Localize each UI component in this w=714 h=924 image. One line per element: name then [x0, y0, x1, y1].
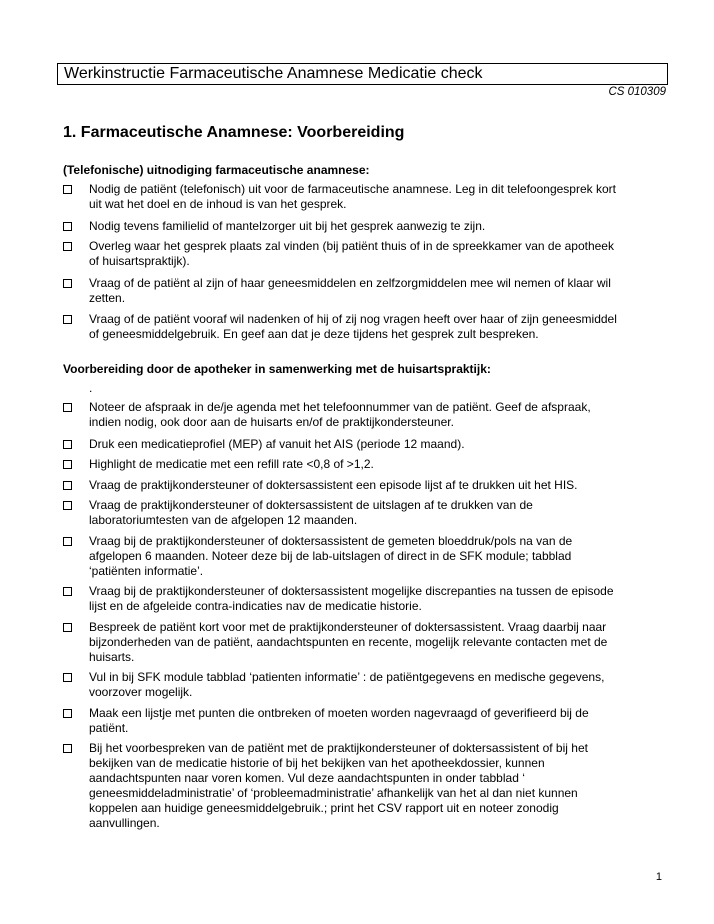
checkbox-icon — [63, 537, 72, 546]
checkbox-icon — [63, 587, 72, 596]
subsection-heading-preparation: Voorbereiding door de apotheker in samenwerking met de huisartspraktijk: — [63, 362, 491, 376]
checklist-item — [63, 498, 663, 528]
checklist-item-text: Vul in bij SFK module tabblad ‘patienten informatie’ : de patiëntgegevens en medische gegevens, voorzover mogelijk. — [89, 670, 605, 699]
checklist-item-text: Vraag of de patiënt al zijn of haar geneesmiddelen en zelfzorgmiddelen mee wil nemen of klaar wil zetten. — [89, 276, 611, 305]
checklist-item — [63, 670, 663, 700]
checkbox-icon — [63, 222, 72, 231]
checklist-item — [63, 741, 663, 831]
checklist-item — [63, 276, 663, 306]
checklist-item — [63, 182, 663, 212]
checkbox-icon — [63, 185, 72, 194]
checkbox-icon — [63, 460, 72, 469]
checklist-item-text: Noteer de afspraak in de/je agenda met het telefoonnummer van de patiënt. Geef de afspraak, indien nodig, ook door aan de huisarts en/of de praktijkondersteuner. — [89, 400, 591, 429]
checklist-item-text: Vraag bij de praktijkondersteuner of doktersassistent mogelijke discrepanties na tussen de episode lijst en de afgeleide contra-indicaties nav de medicatie historie. — [89, 584, 614, 613]
checklist-item-text: Druk een medicatieprofiel (MEP) af vanuit het AIS (periode 12 maand). — [89, 437, 465, 451]
document-code: CS 010309 — [608, 86, 666, 98]
checkbox-icon — [63, 403, 72, 412]
checklist-item — [63, 620, 663, 665]
checkbox-icon — [63, 501, 72, 510]
checklist-item — [63, 400, 663, 430]
checkbox-icon — [63, 315, 72, 324]
subsection-heading-invitation: (Telefonische) uitnodiging farmaceutische anamnese: — [63, 163, 370, 177]
checklist-item-text: Vraag bij de praktijkondersteuner of doktersassistent de gemeten bloeddruk/pols na van de afgelopen 6 maanden. Noteer deze bij de lab-uitslagen of direct in de SFK module; tabblad ‘patiënten informatie’. — [89, 534, 573, 578]
checklist-item — [63, 437, 663, 452]
checklist-item-text: Highlight de medicatie met een refill rate <0,8 of >1,2. — [89, 457, 374, 471]
checkbox-icon — [63, 440, 72, 449]
checklist-item-text: Vraag de praktijkondersteuner of doktersassistent de uitslagen af te drukken van de laboratoriumtesten van de afgelopen 12 maanden. — [89, 498, 533, 527]
checklist-item — [63, 478, 663, 493]
checkbox-icon — [63, 242, 72, 251]
checkbox-icon — [63, 673, 72, 682]
checklist-item-text: Maak een lijstje met punten die ontbreken of moeten worden nagevraagd of geverifieerd bij de patiënt. — [89, 706, 589, 735]
checklist-item — [63, 219, 663, 234]
checklist-item-text: Bespreek de patiënt kort voor met de praktijkondersteuner of doktersassistent. Vraag daarbij naar bijzonderheden van de patiënt, aandachtspunten en recente, mogelijk relevante contacten met de huisarts. — [89, 620, 608, 664]
checklist-item — [63, 534, 663, 579]
checklist-item-text: Vraag of de patiënt vooraf wil nadenken of hij of zij nog vragen heeft over haar of zijn geneesmiddel of geneesmiddelgebruik. En geef aan dat je deze tijdens het gesprek zult bespreken. — [89, 312, 617, 341]
checklist-item-text: Vraag de praktijkondersteuner of doktersassistent een episode lijst af te drukken uit het HIS. — [89, 478, 578, 492]
checklist-item-text: Nodig tevens familielid of mantelzorger uit bij het gesprek aanwezig te zijn. — [89, 219, 486, 233]
document-title: Werkinstructie Farmaceutische Anamnese Medicatie check — [64, 65, 483, 82]
checkbox-icon — [63, 279, 72, 288]
checklist-item — [63, 457, 663, 472]
section-heading: 1. Farmaceutische Anamnese: Voorbereiding — [63, 124, 405, 141]
checkbox-icon — [63, 481, 72, 490]
checklist-item — [63, 706, 663, 736]
checklist-item — [63, 239, 663, 269]
checkbox-icon — [63, 709, 72, 718]
page-number: 1 — [655, 871, 662, 883]
stray-period: . — [89, 381, 93, 395]
checklist-item — [63, 584, 663, 614]
checklist-item-text: Overleg waar het gesprek plaats zal vinden (bij patiënt thuis of in de spreekkamer van de apotheek of huisartspraktijk). — [89, 239, 614, 268]
document-title-box — [57, 63, 668, 85]
checklist-item — [63, 312, 663, 342]
checklist-item-text: Bij het voorbespreken van de patiënt met de praktijkondersteuner of doktersassistent of bij het bekijken van de medicatie historie of bij het bekijken van het apotheekdossier, kunnen aandachtspunten naar voren komen. Vul deze aandachtspunten in onder tabblad ‘ geneesmiddeladministratie’ of ‘probleemadministratie’ afhankelijk van het al dan niet kunnen koppelen aan huidige geneesmiddelgebruik.; print het CSV rapport uit en noteer zonodig aanvullingen. — [89, 741, 588, 830]
checklist-item-text: Nodig de patiënt (telefonisch) uit voor de farmaceutische anamnese. Leg in dit telefoongesprek kort uit wat het doel en de inhoud is van het gesprek. — [89, 182, 616, 211]
checkbox-icon — [63, 623, 72, 632]
checkbox-icon — [63, 744, 72, 753]
